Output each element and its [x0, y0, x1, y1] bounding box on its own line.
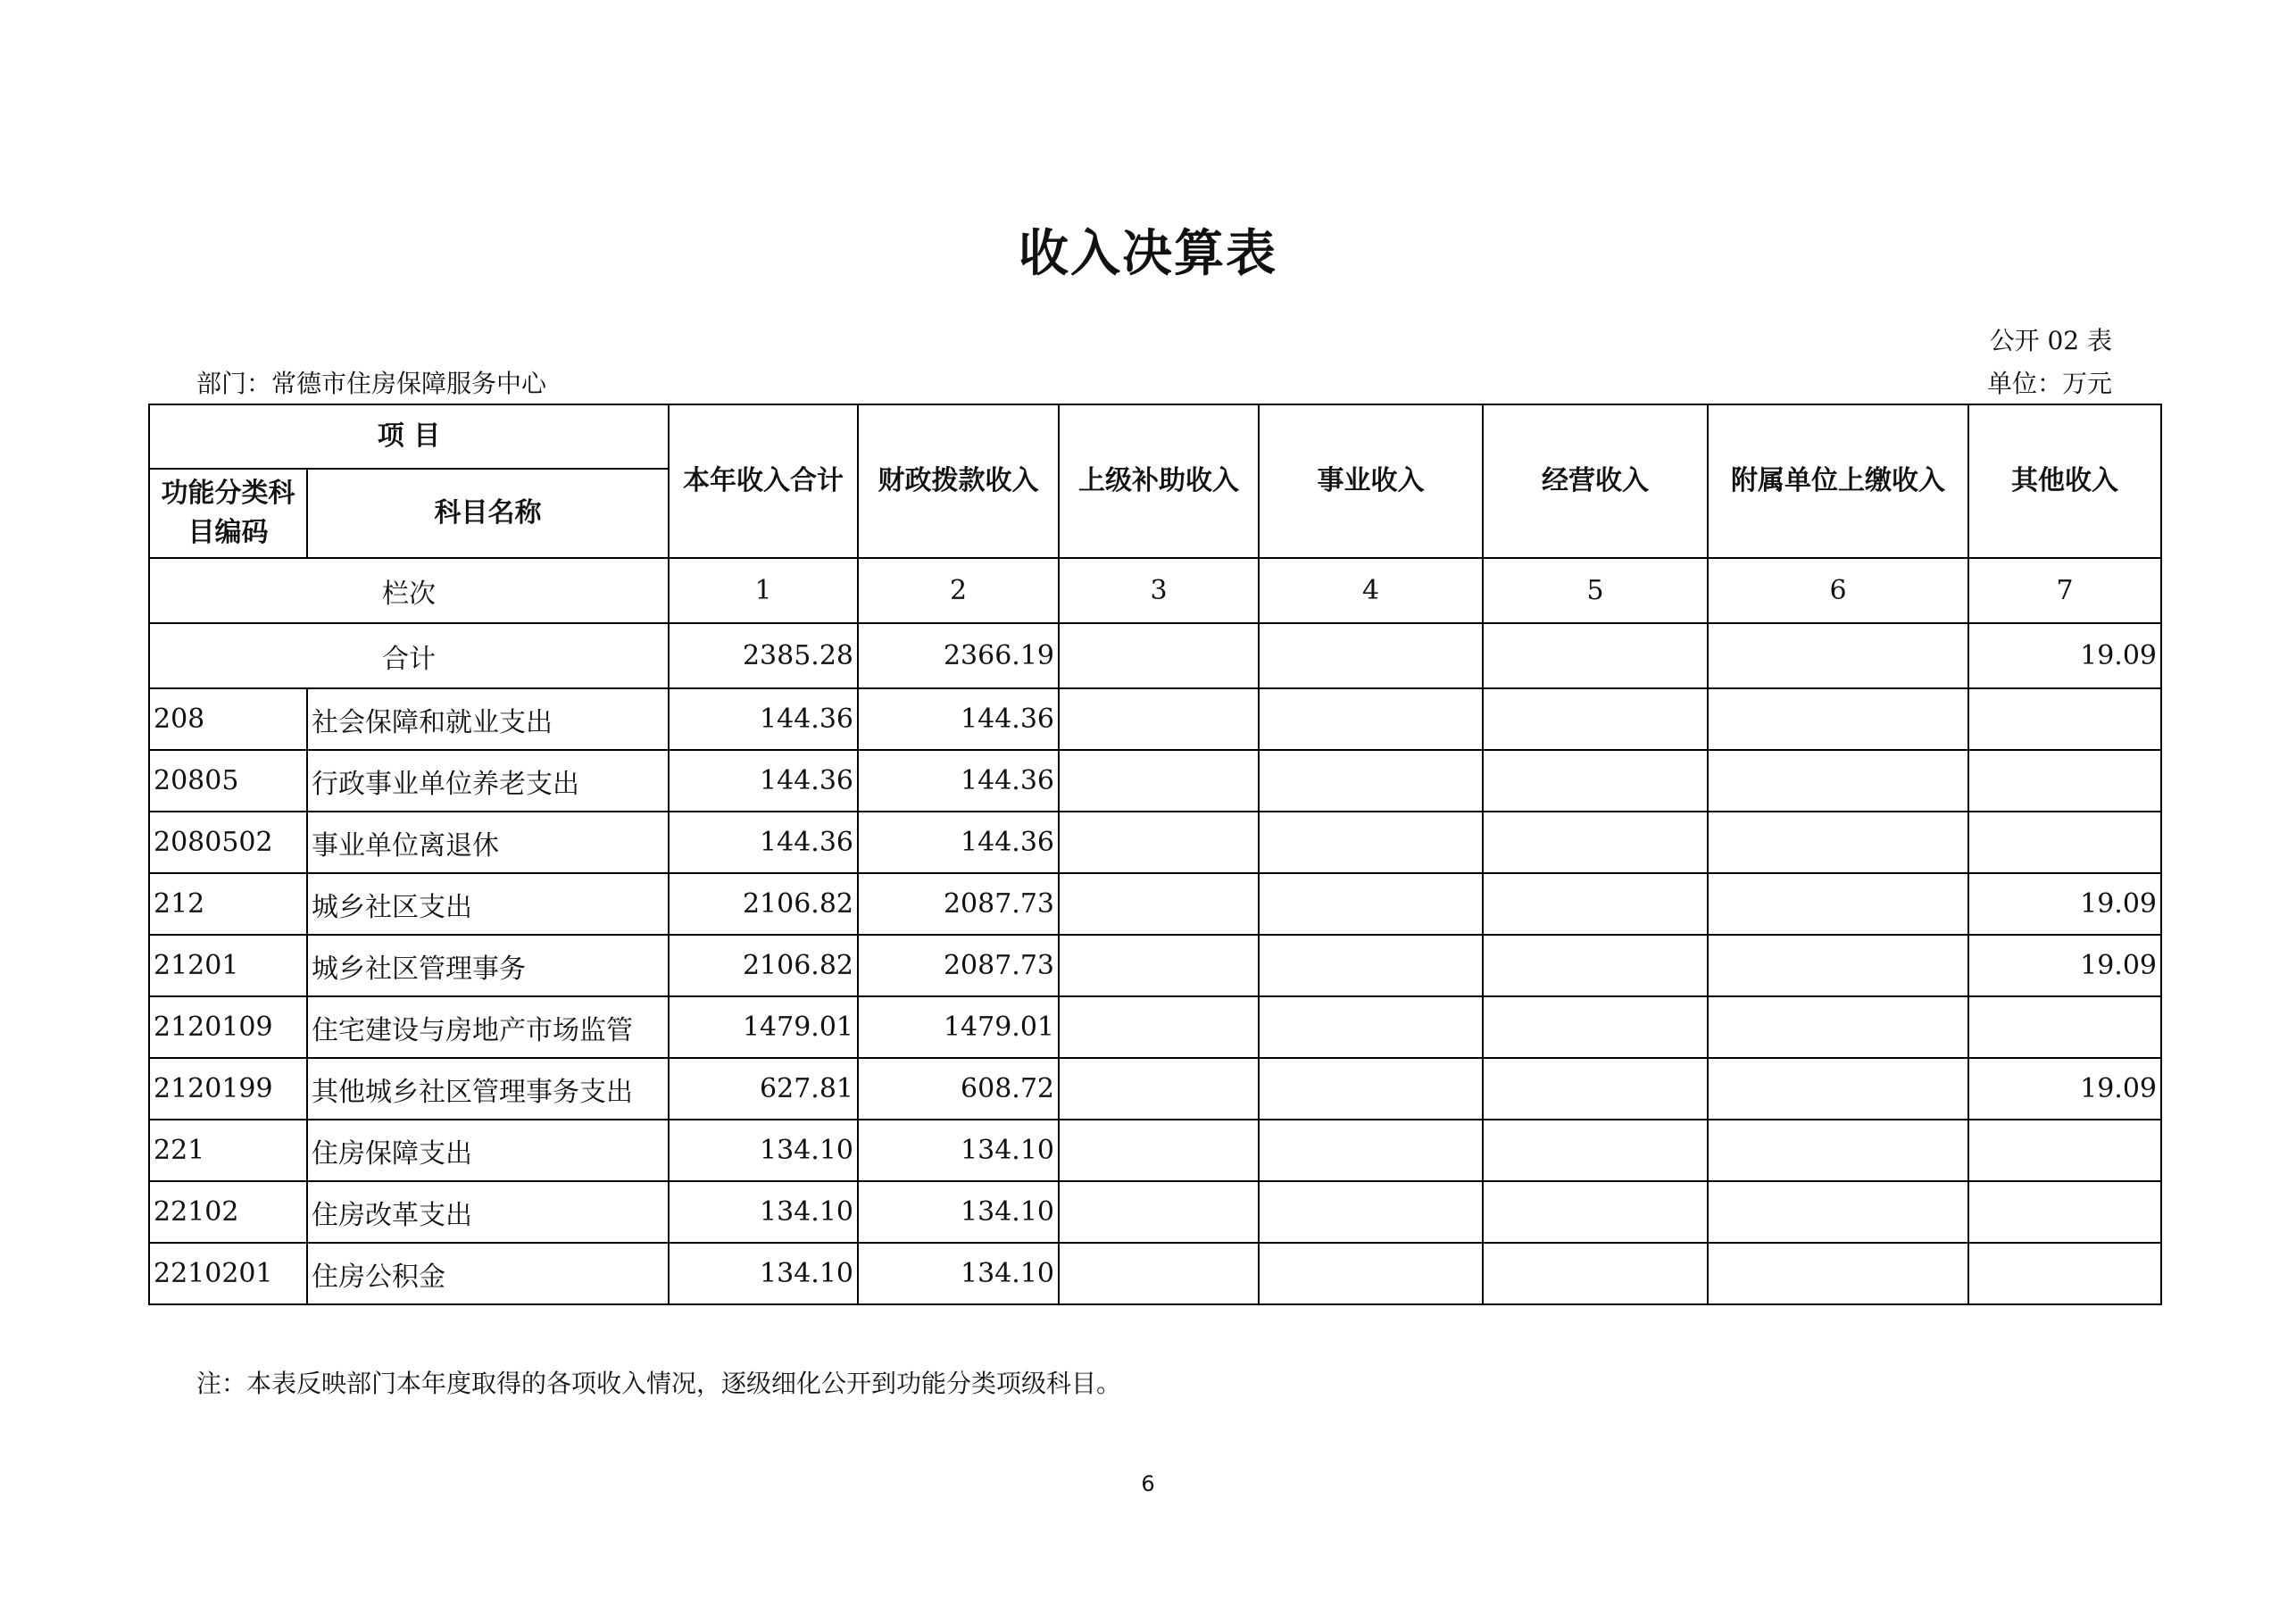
row-value	[1259, 1243, 1483, 1304]
row-name: 住房改革支出	[307, 1181, 669, 1243]
row-code: 212	[149, 873, 307, 935]
row-value	[1708, 1120, 1968, 1181]
row-value	[1968, 1181, 2161, 1243]
row-value: 144.36	[858, 812, 1059, 873]
row-value	[1483, 688, 1708, 750]
row-value	[1259, 812, 1483, 873]
row-value	[1483, 1243, 1708, 1304]
row-value	[1708, 935, 1968, 996]
row-name: 住房保障支出	[307, 1120, 669, 1181]
row-value: 134.10	[669, 1243, 858, 1304]
table-row	[149, 1058, 2161, 1120]
row-value: 134.10	[669, 1181, 858, 1243]
column-index: 1	[669, 558, 858, 623]
row-code: 221	[149, 1120, 307, 1181]
row-name: 城乡社区支出	[307, 873, 669, 935]
row-code: 2080502	[149, 812, 307, 873]
row-value: 627.81	[669, 1058, 858, 1120]
table-note: 注：本表反映部门本年度取得的各项收入情况，逐级细化公开到功能分类项级科目。	[196, 1369, 1122, 1398]
row-value: 1479.01	[669, 996, 858, 1058]
row-value: 134.10	[858, 1243, 1059, 1304]
row-code: 2120109	[149, 996, 307, 1058]
column-header: 财政拨款收入	[858, 404, 1059, 558]
form-number: 公开 02 表	[1989, 326, 2112, 355]
total-value: 2385.28	[669, 623, 858, 688]
row-value	[1483, 812, 1708, 873]
row-value: 144.36	[669, 750, 858, 812]
row-value: 144.36	[669, 688, 858, 750]
row-value	[1259, 873, 1483, 935]
row-value	[1483, 1058, 1708, 1120]
row-value	[1059, 1120, 1259, 1181]
unit-label: 单位：万元	[1986, 369, 2112, 398]
row-name: 住宅建设与房地产市场监管	[307, 996, 669, 1058]
row-value: 134.10	[858, 1120, 1059, 1181]
total-value	[1059, 623, 1259, 688]
column-index-row	[149, 558, 2161, 623]
row-value	[1708, 1058, 1968, 1120]
page-number: 6	[1141, 1471, 1155, 1496]
row-value	[1483, 873, 1708, 935]
column-index: 2	[858, 558, 1059, 623]
column-header: 经营收入	[1483, 404, 1708, 558]
row-value	[1708, 812, 1968, 873]
row-value: 134.10	[858, 1181, 1059, 1243]
table-row	[149, 1120, 2161, 1181]
total-row	[149, 623, 2161, 688]
row-value	[1708, 688, 1968, 750]
row-value: 144.36	[858, 688, 1059, 750]
row-value: 144.36	[669, 812, 858, 873]
row-value: 19.09	[1968, 935, 2161, 996]
row-code: 208	[149, 688, 307, 750]
row-value	[1059, 873, 1259, 935]
row-value	[1259, 688, 1483, 750]
row-name: 事业单位离退休	[307, 812, 669, 873]
row-value	[1259, 750, 1483, 812]
row-value	[1259, 1058, 1483, 1120]
column-header: 事业收入	[1259, 404, 1483, 558]
row-value	[1968, 996, 2161, 1058]
row-value	[1968, 688, 2161, 750]
page-title: 收入决算表	[1019, 225, 1277, 283]
header-row-1	[149, 404, 2161, 469]
table-row	[149, 873, 2161, 935]
table-row	[149, 750, 2161, 812]
column-index: 7	[1968, 558, 2161, 623]
row-name: 其他城乡社区管理事务支出	[307, 1058, 669, 1120]
total-label: 合计	[149, 623, 669, 688]
row-value: 2087.73	[858, 935, 1059, 996]
row-value	[1968, 812, 2161, 873]
row-value: 2106.82	[669, 873, 858, 935]
column-header: 附属单位上缴收入	[1708, 404, 1968, 558]
row-name: 住房公积金	[307, 1243, 669, 1304]
row-value	[1708, 1181, 1968, 1243]
total-value	[1483, 623, 1708, 688]
table-row	[149, 996, 2161, 1058]
row-name: 城乡社区管理事务	[307, 935, 669, 996]
row-value	[1483, 996, 1708, 1058]
row-value	[1059, 688, 1259, 750]
name-header: 科目名称	[307, 469, 669, 558]
row-value	[1708, 996, 1968, 1058]
row-value	[1708, 873, 1968, 935]
row-value: 1479.01	[858, 996, 1059, 1058]
row-value: 19.09	[1968, 1058, 2161, 1120]
row-code: 22102	[149, 1181, 307, 1243]
column-index: 3	[1059, 558, 1259, 623]
row-value	[1059, 812, 1259, 873]
row-value	[1059, 1243, 1259, 1304]
row-value	[1059, 935, 1259, 996]
table-row	[149, 688, 2161, 750]
row-value	[1059, 750, 1259, 812]
row-value: 144.36	[858, 750, 1059, 812]
row-value	[1483, 1120, 1708, 1181]
row-value: 2087.73	[858, 873, 1059, 935]
row-value	[1259, 996, 1483, 1058]
row-value	[1059, 1058, 1259, 1120]
column-header: 其他收入	[1968, 404, 2161, 558]
row-value	[1259, 1181, 1483, 1243]
row-value: 608.72	[858, 1058, 1059, 1120]
row-name: 社会保障和就业支出	[307, 688, 669, 750]
row-value	[1968, 1243, 2161, 1304]
row-value: 134.10	[669, 1120, 858, 1181]
column-header: 上级补助收入	[1059, 404, 1259, 558]
row-code: 2120199	[149, 1058, 307, 1120]
table-row	[149, 1181, 2161, 1243]
row-value	[1708, 1243, 1968, 1304]
project-header: 项 目	[149, 404, 669, 469]
row-value	[1968, 750, 2161, 812]
row-value	[1259, 1120, 1483, 1181]
row-value	[1483, 935, 1708, 996]
row-code: 20805	[149, 750, 307, 812]
column-index: 6	[1708, 558, 1968, 623]
column-header: 本年收入合计	[669, 404, 858, 558]
row-value	[1059, 996, 1259, 1058]
column-index-label: 栏次	[149, 558, 669, 623]
row-value	[1259, 935, 1483, 996]
total-value: 19.09	[1968, 623, 2161, 688]
row-value	[1483, 1181, 1708, 1243]
row-code: 2210201	[149, 1243, 307, 1304]
total-value	[1708, 623, 1968, 688]
income-table	[148, 404, 2162, 1305]
row-value	[1059, 1181, 1259, 1243]
table-row	[149, 935, 2161, 996]
row-value	[1708, 750, 1968, 812]
total-value	[1259, 623, 1483, 688]
column-index: 5	[1483, 558, 1708, 623]
row-value: 19.09	[1968, 873, 2161, 935]
department-label: 部门：常德市住房保障服务中心	[196, 369, 547, 398]
row-code: 21201	[149, 935, 307, 996]
table-row	[149, 1243, 2161, 1304]
row-value	[1483, 750, 1708, 812]
row-value	[1968, 1120, 2161, 1181]
column-index: 4	[1259, 558, 1483, 623]
total-value: 2366.19	[858, 623, 1059, 688]
row-value: 2106.82	[669, 935, 858, 996]
table-row	[149, 812, 2161, 873]
row-name: 行政事业单位养老支出	[307, 750, 669, 812]
code-header: 功能分类科目编码	[149, 469, 307, 558]
